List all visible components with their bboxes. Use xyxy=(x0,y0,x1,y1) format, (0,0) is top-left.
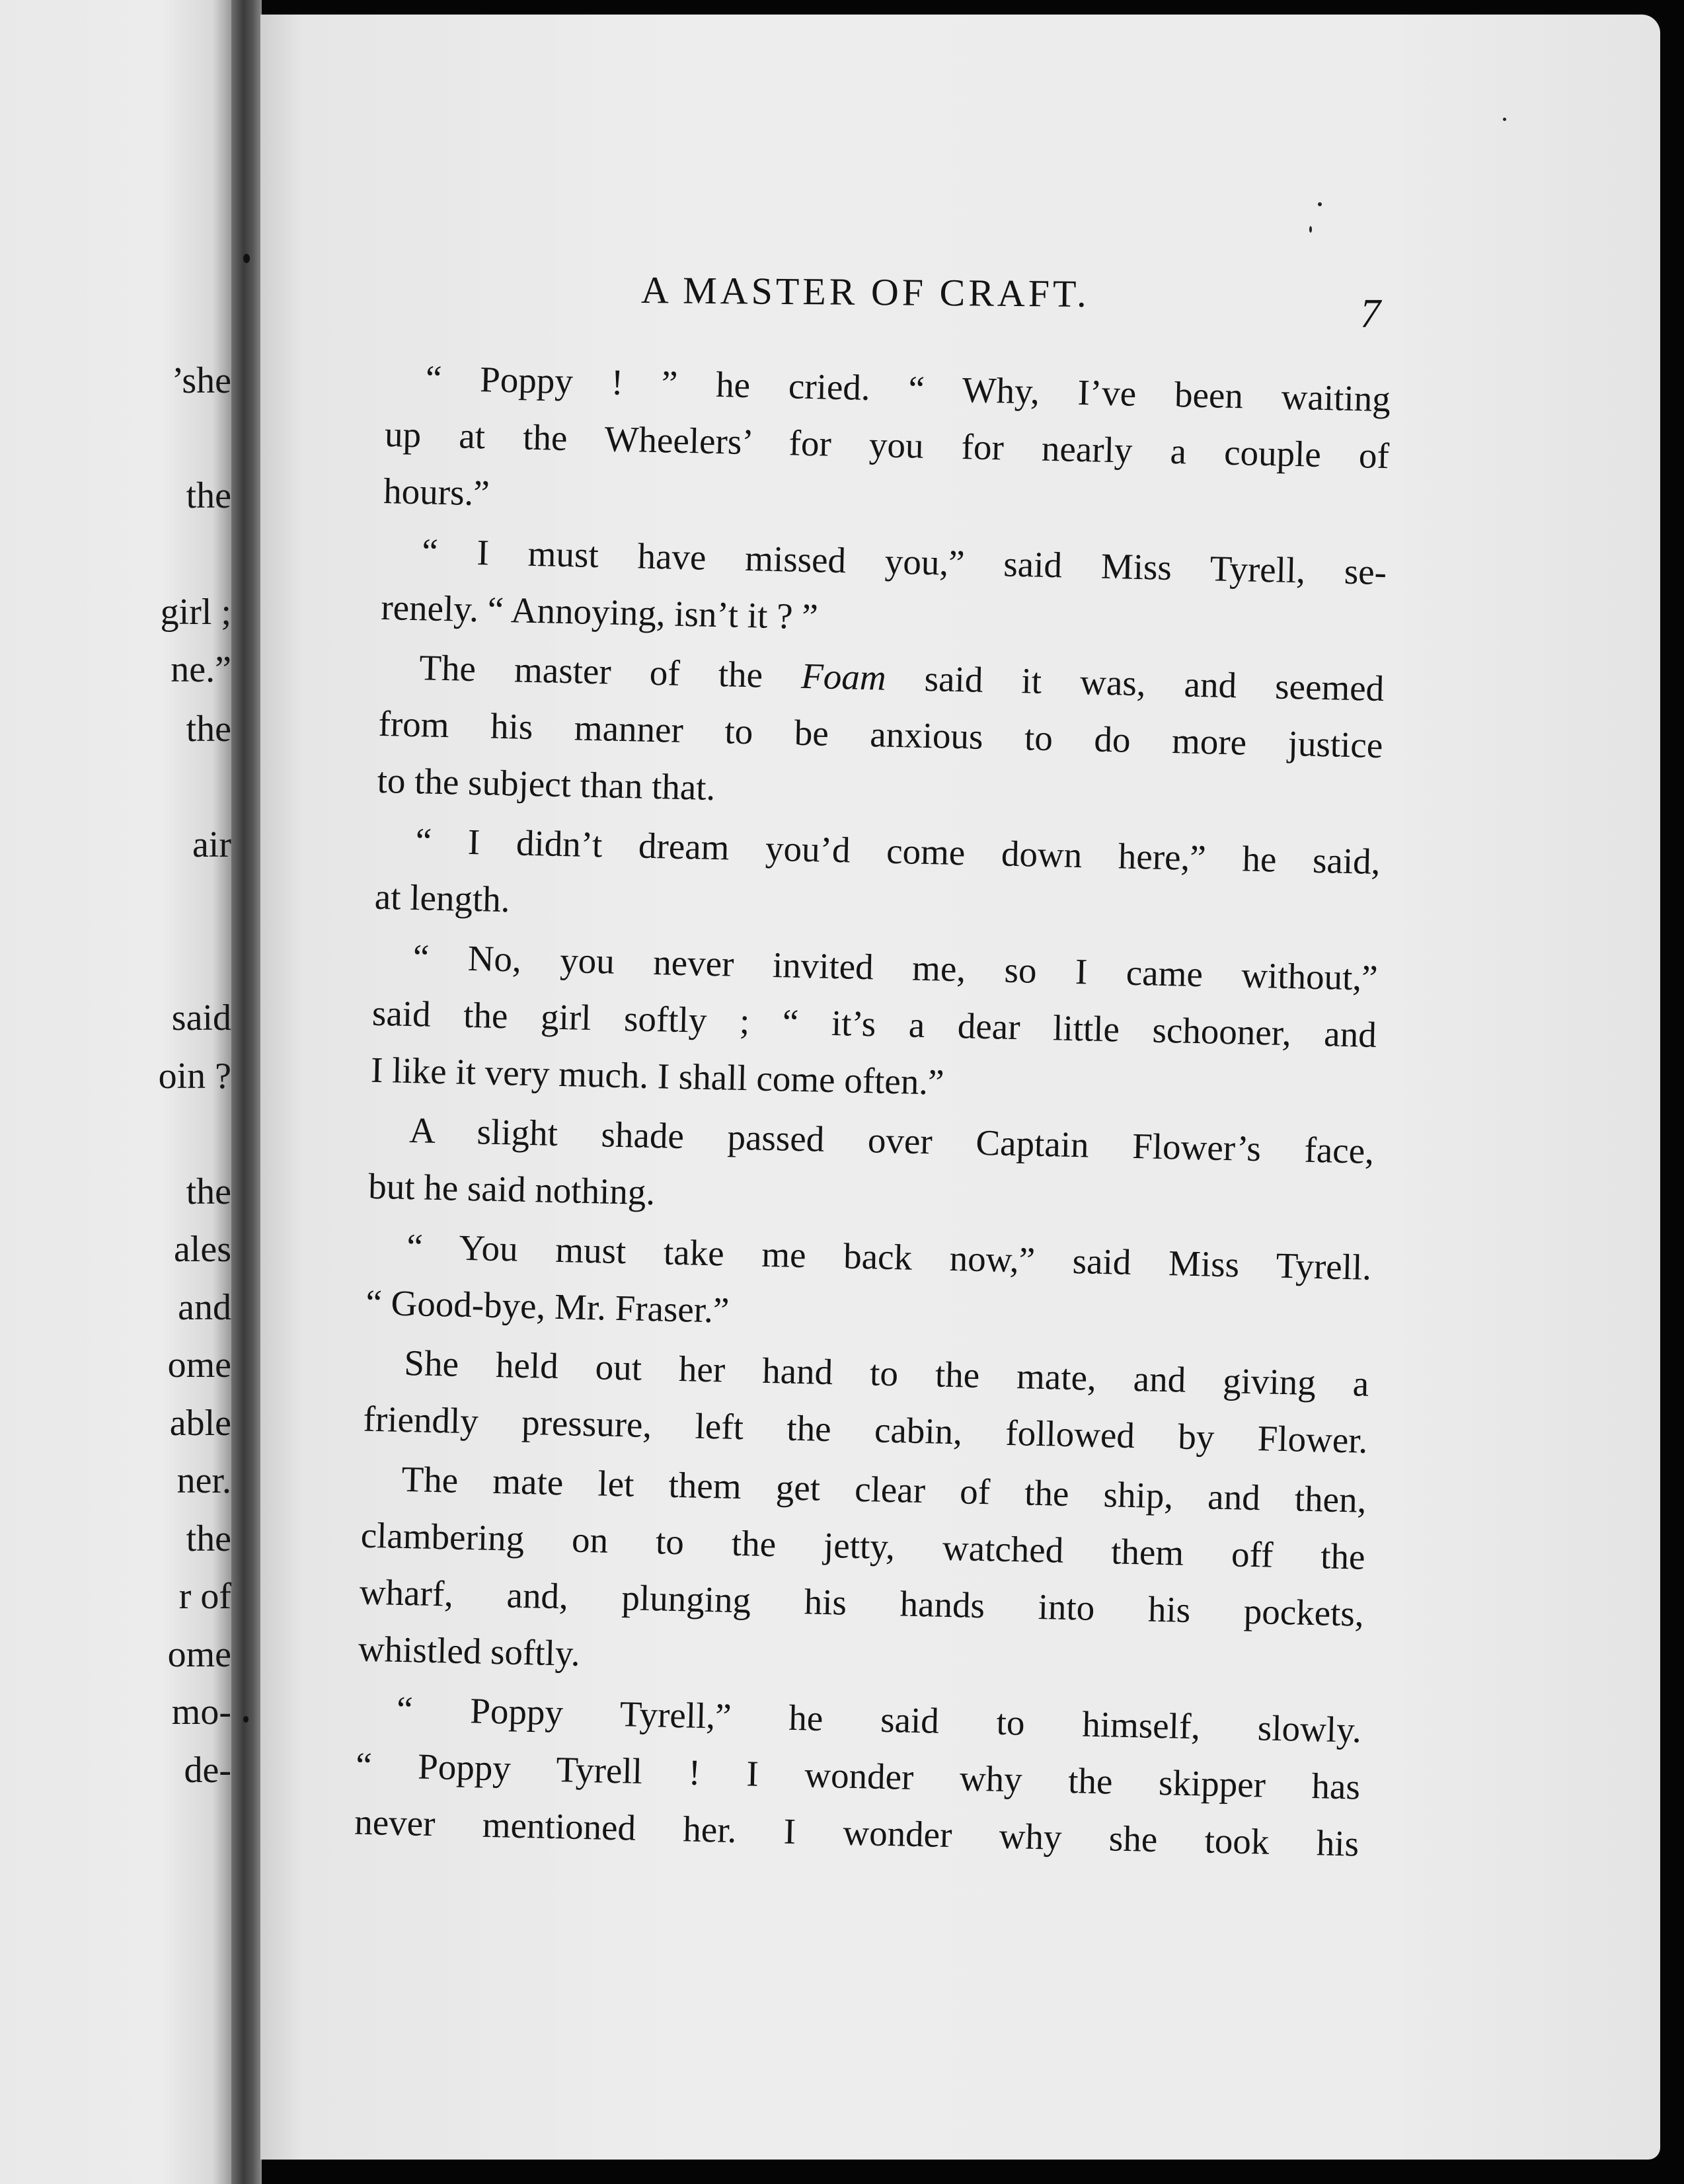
text-line: never mentioned her. I wonder why she took his xyxy=(354,1801,1359,1864)
text-line: “ Good-bye, Mr. Fraser.” xyxy=(365,1282,730,1331)
left-page-fragment: ome xyxy=(167,1345,231,1385)
running-head: A MASTER OF CRAFT. xyxy=(640,268,1091,315)
text-line: at length. xyxy=(374,876,511,920)
text-line: but he said nothing. xyxy=(367,1165,656,1213)
left-page-fragment: the xyxy=(186,709,231,750)
ship-name: Foam xyxy=(800,655,887,698)
text-line: “ I must have missed you,” said Miss Tyrell, se- xyxy=(421,531,1387,593)
left-page-fragment: the xyxy=(186,475,231,516)
left-page-fragment: de- xyxy=(184,1750,231,1791)
left-page-fragment: said xyxy=(171,997,231,1038)
left-page-fragment: ner. xyxy=(176,1460,231,1501)
left-page-fragment: ales xyxy=(173,1229,231,1270)
binding-mark xyxy=(243,254,250,263)
left-page-fragment: mo- xyxy=(171,1692,231,1733)
text-line: hours.” xyxy=(383,470,490,514)
binding-mark xyxy=(243,1716,249,1723)
left-page-fragment: the xyxy=(186,1518,231,1559)
left-facing-page xyxy=(0,0,231,2184)
text-line: “ Poppy Tyrell ! I wonder why the skipper has xyxy=(355,1744,1361,1807)
left-page-fragment: r of xyxy=(178,1576,231,1617)
text-line: friendly pressure, left the cabin, followed by Flower. xyxy=(363,1398,1368,1461)
paper-speck xyxy=(1318,202,1322,206)
book-gutter xyxy=(231,0,262,2184)
text-line: said the girl softly ; “ it’s a dear little schooner, and xyxy=(371,992,1377,1055)
text-line: “ You must take me back now,” said Miss Tyrell. xyxy=(406,1226,1372,1288)
left-page-fragment: ne.” xyxy=(171,649,231,690)
text-line: up at the Wheelers’ for you for nearly a couple of xyxy=(384,413,1390,477)
left-page-fragment: the xyxy=(186,1171,231,1212)
text-line: The mate let them get clear of the ship, and then, xyxy=(401,1458,1367,1520)
text-segment: said it was, and seemed xyxy=(924,658,1385,709)
left-page-fragment: girl ; xyxy=(160,592,231,633)
paper-speck xyxy=(1309,226,1312,233)
left-page-fragment: air xyxy=(192,824,231,865)
text-segment: The master of the xyxy=(418,647,763,695)
text-line: clambering on to the jetty, watched them off the xyxy=(360,1514,1366,1577)
text-line: “ Poppy Tyrell,” he said to himself, slowly. xyxy=(396,1688,1362,1750)
page-number: 7 xyxy=(1360,292,1381,336)
page-body-text xyxy=(354,349,1391,1873)
text-line: She held out her hand to the mate, and giving a xyxy=(403,1342,1369,1404)
text-line: from his manner to be anxious to do more justice xyxy=(377,703,1383,766)
text-line: I like it very much. I shall come often.” xyxy=(370,1049,945,1103)
left-page-fragment: and xyxy=(178,1287,231,1328)
text-line: to the subject than that. xyxy=(377,760,716,808)
text-line: renely. “ Annoying, isn’t it ? ” xyxy=(380,586,819,637)
text-line: wharf, and, plunging his hands into his pockets, xyxy=(359,1571,1365,1634)
left-page-fragment: oin ? xyxy=(158,1056,231,1097)
text-line: “ Poppy ! ” he cried. “ Why, I’ve been waiting xyxy=(425,358,1391,420)
text-line: “ I didn’t dream you’d come down here,” he said, xyxy=(415,820,1381,882)
left-page-fragment: ome xyxy=(167,1634,231,1675)
left-page-fragment: able xyxy=(169,1403,231,1444)
text-line: whistled softly. xyxy=(358,1628,581,1674)
text-line: A slight shade passed over Captain Flower’s face, xyxy=(408,1110,1375,1171)
left-page-fragment: ’she xyxy=(171,360,231,401)
text-line: “ No, you never invited me, so I came without,” xyxy=(412,937,1379,998)
paper-speck xyxy=(1503,118,1506,121)
